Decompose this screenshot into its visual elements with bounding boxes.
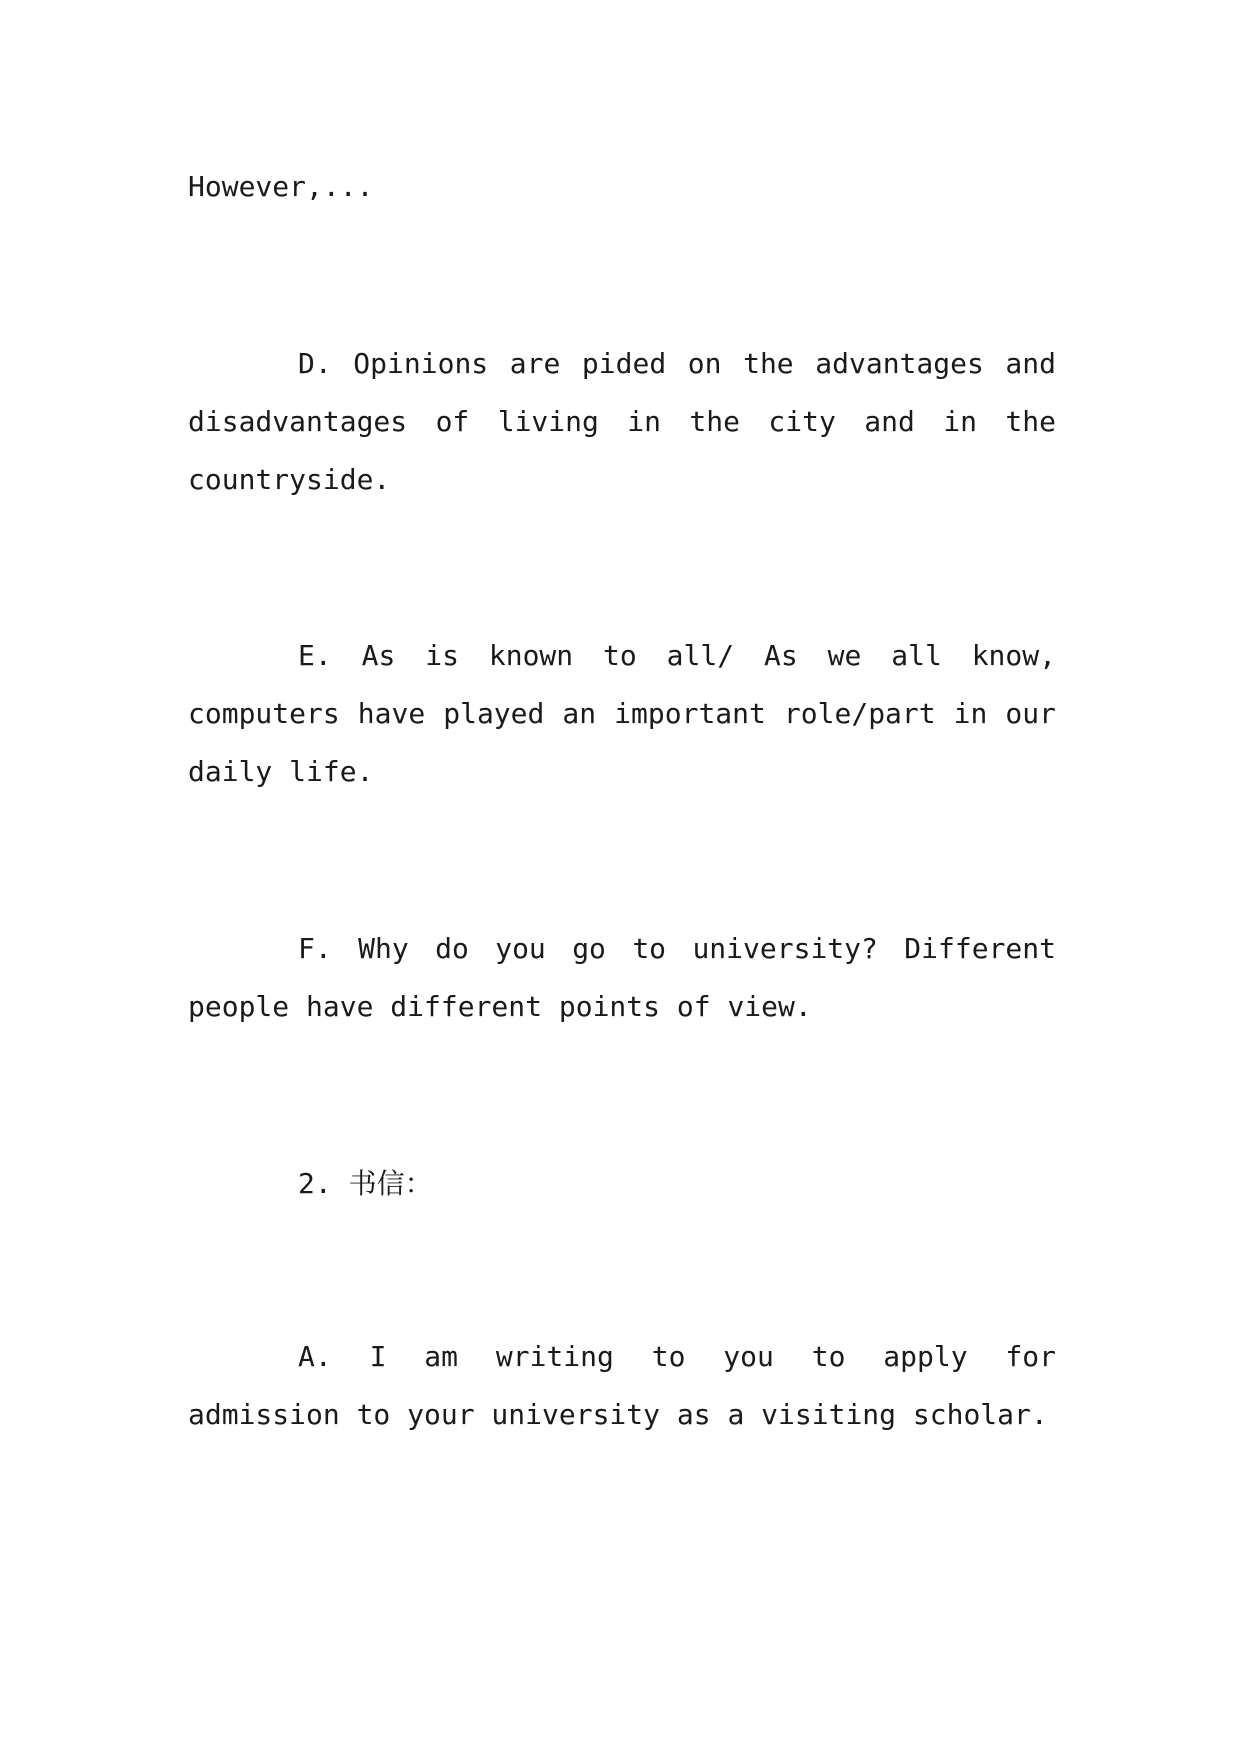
section-heading-letters: 2. 书信： <box>298 1167 433 1200</box>
paragraph-item-f: F. Why do you go to university? Different people have different points of view. <box>188 932 1056 1023</box>
paragraph-letter-a: A. I am writing to you to apply for admission to your university as a visiting scholar. <box>188 1340 1056 1431</box>
paragraph-item-d: D. Opinions are pided on the advantages and disadvantages of living in the city and in the countryside. <box>188 347 1056 496</box>
paragraph-however: However,... <box>188 170 374 203</box>
paragraph-item-e: E. As is known to all/ As we all know, computers have played an important role/part in our daily life. <box>188 639 1056 788</box>
